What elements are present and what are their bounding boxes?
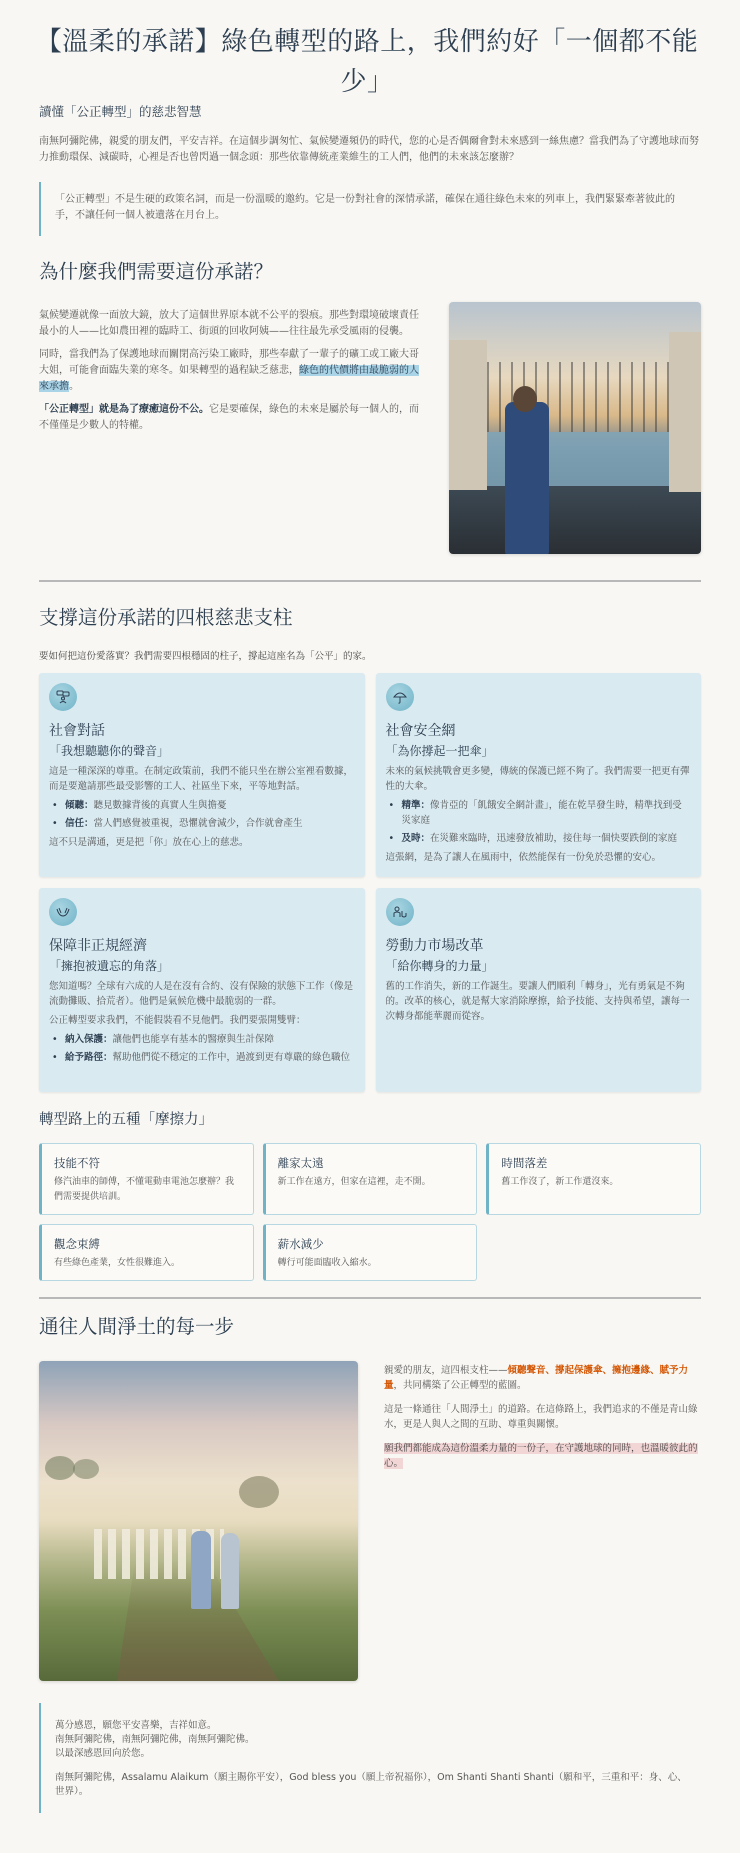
friction-title: 薪水減少 (277, 1237, 324, 1251)
closing-line-3: 以最深感恩回向於您。 (55, 1748, 151, 1759)
friction-card-skills (39, 1143, 254, 1215)
closing-line-1: 萬分感恩，願您平安喜樂，吉祥如意。 (55, 1720, 217, 1731)
intro-paragraph: 南無阿彌陀佛，親愛的朋友們，平安吉祥。在這個步調匆忙、氣候變遷頻仍的時代，您的心是否偶爾會對未來感到一絲焦慮？當我們為了守護地球而努力推動環保、減碳時，心裡是否也曾閃過一個念頭：那些依靠傳統產業維生的工人們，他們的未來該怎麼辦？ (39, 136, 699, 163)
friction-title: 時間落差 (501, 1156, 548, 1170)
why-heading: 為什麼我們需要這份承諾？ (39, 260, 274, 283)
walker-grey-dress (221, 1533, 239, 1609)
pillars-intro: 要如何把這份愛落實？我們需要四根穩固的柱子，撐起這座名為「公平」的家。 (39, 651, 372, 662)
closing-multifaith-blessing: 南無阿彌陀佛，Assalamu Alaikum（願主賜你平安），God bless you（願上帝祝福你），Om Shanti Shanti Shanti（願和平，三重和平：身、心、世界）。 (55, 1772, 687, 1797)
friction-grid (39, 1143, 701, 1281)
bullet-text: 像肯亞的「飢餓安全網計畫」，能在乾旱發生時，精準找到受災家庭 (401, 800, 682, 826)
section-divider (39, 1297, 701, 1299)
pillar-closing: 這張網，是為了讓人在風雨中，依然能保有一份免於恐懼的安心。 (385, 852, 662, 863)
why-paragraph-2 (39, 347, 419, 395)
friction-desc: 有些綠色產業，女性很難進入。 (54, 1258, 181, 1268)
why-paragraph-3 (39, 402, 419, 434)
bullet-text: 在災難來臨時，迅速發放補助，接住每一個快要跌倒的家庭 (430, 833, 678, 844)
final-paragraph-2: 這是一條通往「人間淨土」的道路。在這條路上，我們追求的不僅是青山綠水，更是人與人之間的互助、尊重與關懷。 (384, 1404, 698, 1430)
pillar-tagline: 「擁抱被遺忘的角落」 (49, 959, 170, 973)
friction-desc: 新工作在遠方，但家在這裡，走不開。 (277, 1177, 431, 1187)
pillar-bullet (386, 798, 692, 828)
pillar-description: 未來的氣候挑戰會更多變，傳統的保護已經不夠了。我們需要一把更有彈性的大傘。 (385, 766, 690, 792)
pillar-tagline: 「給你轉身的力量」 (385, 959, 494, 973)
pillars-heading: 支撐這份承諾的四根慈悲支柱 (39, 606, 293, 629)
pillar-bullet (49, 816, 355, 831)
final-heading: 通往人間淨土的每一步 (39, 1315, 235, 1338)
page-title: 【溫柔的承諾】綠色轉型的路上，我們約好「一個都不能少」 (35, 27, 699, 97)
final-text (384, 1361, 701, 1681)
friction-card-mindset (39, 1224, 254, 1281)
pillar-bullet (386, 831, 692, 846)
pillar-closing: 這不只是溝通，更是把「你」放在心上的慈悲。 (49, 837, 249, 848)
pillar-description: 您知道嗎？全球有六成的人是在沒有合約、沒有保險的狀態下工作（像是流動攤販、拾荒者）。他們是氣候危機中最脆弱的一群。 (49, 981, 354, 1007)
dirt-path (99, 1561, 279, 1681)
why-paragraph-1: 氣候變遷就像一面放大鏡，放大了這個世界原本就不公平的裂痕。那些對環境破壞責任最小的人——比如農田裡的臨時工、街頭的回收阿姨——往往最先承受風雨的侵襲。 (39, 310, 419, 337)
friction-desc: 舊工作沒了，新工作還沒來。 (501, 1177, 619, 1187)
friction-desc: 修汽油車的師傅，不懂電動車電池怎麼辦？我們需要提供培訓。 (54, 1177, 235, 1202)
final-p1-text: 親愛的朋友，這四根支柱—— (384, 1365, 508, 1376)
pillar-bullet (49, 1032, 355, 1047)
pillar-tagline: 「我想聽聽你的聲音」 (49, 744, 170, 758)
pillar-title: 社會對話 (49, 723, 105, 739)
walker-blue-dress (191, 1531, 211, 1609)
bullet-text: 當人們感覺被重視，恐懼就會減少，合作就會產生 (93, 818, 303, 829)
final-section (39, 1361, 701, 1681)
pillar-bullet (49, 1050, 355, 1065)
frictions-heading: 轉型路上的五種「摩擦力」 (39, 1112, 213, 1128)
bullet-label: 傾聽： (65, 800, 94, 811)
why-p2-end: 。 (69, 381, 79, 392)
pillar-bullets (49, 798, 355, 831)
final-paragraph-3 (384, 1441, 701, 1471)
wish-highlight: 願我們都能成為這份溫柔力量的一份子，在守護地球的同時，也溫暖彼此的心。 (384, 1443, 698, 1469)
pillar-description: 這是一種深深的尊重。在制定政策前，我們不能只坐在辦公室裡看數據，而是要邀請那些最受影響的工人、社區坐下來，平等地對話。 (49, 766, 354, 792)
pillar-card-labor-reform (376, 888, 702, 1092)
why-strong-phrase: 「公正轉型」就是為了療癒這份不公。 (39, 404, 209, 415)
bullet-text: 讓他們也能享有基本的醫療與生計保障 (112, 1034, 275, 1045)
pillar-card-informal-economy (39, 888, 365, 1092)
pillar-title: 勞動力市場改革 (385, 938, 484, 954)
closing-blessing (39, 1703, 701, 1813)
pillar-bullets (386, 798, 692, 846)
friction-card-salary (263, 1224, 478, 1281)
spacer (55, 1761, 687, 1771)
final-paragraph-1 (384, 1363, 701, 1393)
pillar-grid (39, 673, 701, 1092)
worker-transition-icon (386, 898, 414, 926)
pillar-title: 保障非正規經濟 (49, 938, 147, 954)
friction-card-distance (263, 1143, 478, 1215)
pillar-card-social-dialogue (39, 673, 365, 877)
brick-pillar-right (669, 332, 701, 492)
final-p1-end: ，共同構築了公正轉型的藍圖。 (393, 1380, 527, 1391)
hands-icon (49, 898, 77, 926)
pillar-description-2: 公正轉型要求我們，不能假裝看不見他們。我們要張開雙臂： (49, 1015, 306, 1026)
friction-title: 技能不符 (54, 1156, 100, 1170)
pillar-title: 社會安全網 (385, 723, 456, 739)
bullet-text: 聽見數據背後的真實人生與擔憂 (93, 800, 227, 811)
pillar-tagline: 「為你撐起一把傘」 (385, 744, 494, 758)
friction-card-timing (486, 1143, 701, 1215)
pillar-description: 舊的工作消失，新的工作誕生。要讓人們順利「轉身」，光有勇氣是不夠的。改革的核心，就是幫大家消除摩擦，給予技能、支持與希望，讓每一次轉身都能華麗而從容。 (385, 981, 690, 1022)
intro-quote: 「公正轉型」不是生硬的政策名詞，而是一份溫暖的邀約。它是一份對社會的深情承諾，確保在通往綠色未來的列車上，我們緊緊牽著彼此的手，不讓任何一個人被遺落在月台上。 (39, 182, 701, 236)
pillar-bullets (49, 1032, 355, 1065)
factory-gate-image (449, 302, 701, 554)
tree (45, 1456, 75, 1480)
worker-figure (505, 402, 549, 554)
pillar-bullet (49, 798, 355, 813)
worker-head (513, 386, 537, 412)
why-p3-text: 它是要確保，綠色的未來是屬於每一個人的，而不僅僅是少數人的特權。 (39, 404, 419, 431)
umbrella-icon (386, 683, 414, 711)
section-divider (39, 580, 701, 582)
why-p2-text: 同時，當我們為了保護地球而關閉高污染工廠時，那些奉獻了一輩子的礦工或工廠大哥大姐，可能會面臨失業的寒冬。如果轉型的過程缺乏慈悲， (39, 349, 419, 376)
highlighted-phrase: 綠色的代價將由最脆弱的人來承擔 (39, 365, 419, 392)
pillar-card-safety-net (376, 673, 702, 877)
page-subtitle: 讀懂「公正轉型」的慈悲智慧 (39, 104, 202, 119)
bullet-label: 給予路徑： (65, 1052, 113, 1063)
bullet-label: 納入保護： (65, 1034, 113, 1045)
dialogue-icon (49, 683, 77, 711)
walking-path-image (39, 1361, 358, 1681)
tree (239, 1476, 279, 1508)
closing-line-2: 南無阿彌陀佛，南無阿彌陀佛，南無阿彌陀佛。 (55, 1734, 255, 1745)
friction-desc: 轉行可能面臨收入縮水。 (277, 1258, 377, 1268)
tree (73, 1459, 99, 1479)
bullet-text: 幫助他們從不穩定的工作中，過渡到更有尊嚴的綠色職位 (112, 1052, 351, 1063)
bullet-label: 信任： (65, 818, 94, 829)
friction-title: 觀念束縛 (54, 1237, 100, 1251)
brick-pillar-left (449, 340, 487, 490)
pillars-summary-highlight: 傾聽聲音、撐起保護傘、擁抱邊緣、賦予力量 (384, 1365, 689, 1391)
friction-title: 離家太遠 (277, 1156, 324, 1170)
why-text (39, 302, 419, 554)
bullet-label: 精準： (401, 800, 431, 811)
bullet-label: 及時： (401, 833, 431, 844)
why-section (39, 302, 701, 554)
